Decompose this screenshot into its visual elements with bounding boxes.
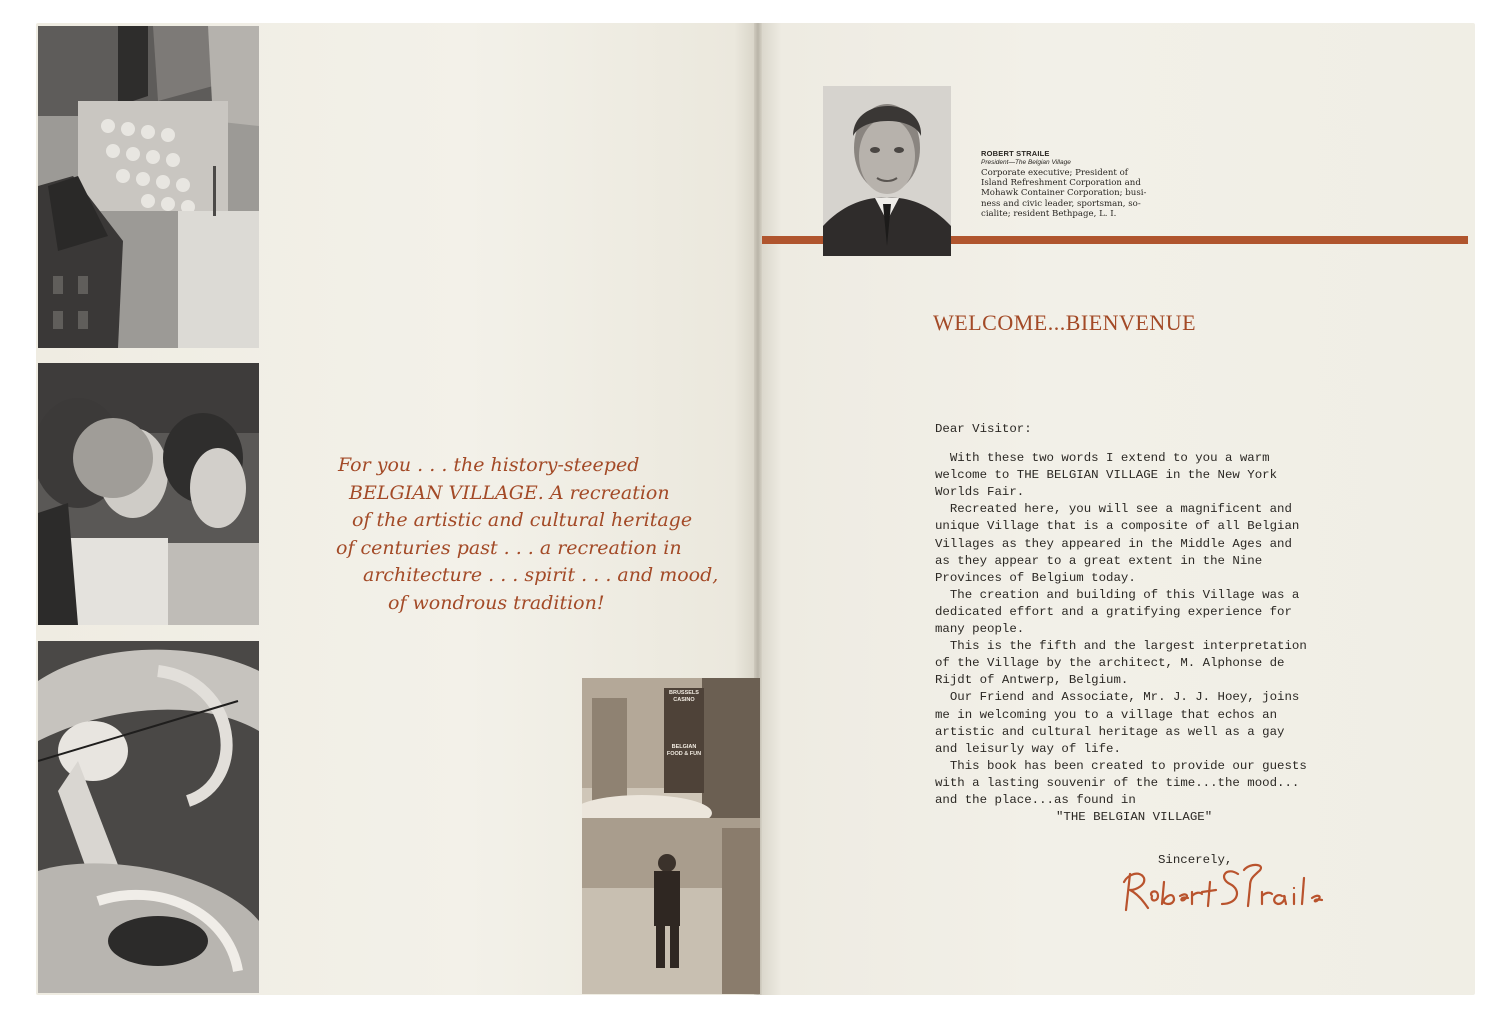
letter-line: dedicated effort and a gratifying experience for [935, 604, 1292, 619]
letter-line: Worlds Fair. [935, 485, 1025, 500]
bio-line-3: Mohawk Container Corporation; busi- [981, 188, 1147, 199]
letter-line: welcome to THE BELGIAN VILLAGE in the New York [935, 468, 1278, 483]
letter-line: and the place...as found in [935, 792, 1136, 807]
letter-line: as they appear to a great extent in the Nine [935, 553, 1263, 568]
portrait-photo [823, 86, 951, 256]
street-sign [666, 690, 702, 786]
ornamental-carving-photo [38, 641, 259, 993]
bio-name: ROBERT STRAILE [981, 149, 1050, 158]
letter-line: Rijdt of Antwerp, Belgium. [935, 673, 1129, 688]
letter-salutation: Dear Visitor: [935, 422, 1032, 436]
letter-line: Our Friend and Associate, Mr. J. J. Hoey, joins [935, 690, 1300, 705]
sign-line-3: BELGIAN [671, 744, 697, 750]
letter-line: Provinces of Belgium today. [935, 570, 1136, 585]
children-crowd-photo [38, 363, 259, 625]
sign-line-4: FOOD & FUN [666, 751, 702, 757]
letter-body [935, 421, 1395, 809]
handwritten-signature [1118, 852, 1388, 922]
intro-line-1: For you . . . the history-steeped [338, 454, 640, 476]
bio-role: President—The Belgian Village [981, 159, 1071, 166]
bio-line-1: Corporate executive; President of [981, 168, 1128, 178]
bio-block [981, 149, 1191, 219]
aerial-village-photo [38, 26, 259, 348]
bio-text [981, 168, 1191, 219]
letter-closing: Sincerely, [1158, 853, 1233, 867]
letter-line: The creation and building of this Village was a [935, 587, 1300, 602]
letter-line: This book has been created to provide our guests [935, 758, 1307, 773]
intro-line-2: BELGIAN VILLAGE. A recreation [349, 481, 670, 504]
bio-line-5: cialite; resident Bethpage, L. I. [981, 208, 1117, 219]
letter-line: unique Village that is a composite of all Belgian [935, 519, 1300, 534]
letter-line: This is the fifth and the largest interpretation [935, 639, 1307, 654]
sign-line-2: CASINO [673, 697, 695, 703]
bio-line-4: ness and civic leader, sportsman, so- [981, 198, 1141, 209]
letter-line: me in welcoming you to a village that echos an [935, 707, 1278, 722]
letter-line: many people. [935, 622, 1025, 637]
letter-line: and leisurly way of life. [935, 741, 1121, 756]
sign-line-1: BRUSSELS [669, 690, 699, 696]
letter-line: artistic and cultural heritage as well as a gay [935, 724, 1285, 739]
intro-text-block [330, 452, 719, 617]
intro-line-6: of wondrous tradition! [388, 591, 605, 614]
bio-line-2: Island Refreshment Corporation and [981, 178, 1141, 189]
letter-book-title: "THE BELGIAN VILLAGE" [1056, 810, 1213, 824]
letter-line: of the Village by the architect, M. Alphonse de [935, 656, 1285, 671]
intro-line-5: architecture . . . spirit . . . and mood, [363, 564, 719, 586]
street-scene-photo [582, 678, 760, 994]
welcome-title: WELCOME...BIENVENUE [933, 310, 1197, 335]
intro-line-3: of the artistic and cultural heritage [352, 509, 693, 531]
letter-line: Villages as they appeared in the Middle Ages and [935, 536, 1292, 551]
letter-line: Recreated here, you will see a magnificent and [935, 502, 1292, 517]
letter-line: with a lasting souvenir of the time...the mood... [935, 775, 1300, 790]
letter-line: With these two words I extend to you a warm [935, 451, 1270, 466]
intro-line-4: of centuries past . . . a recreation in [336, 536, 682, 559]
